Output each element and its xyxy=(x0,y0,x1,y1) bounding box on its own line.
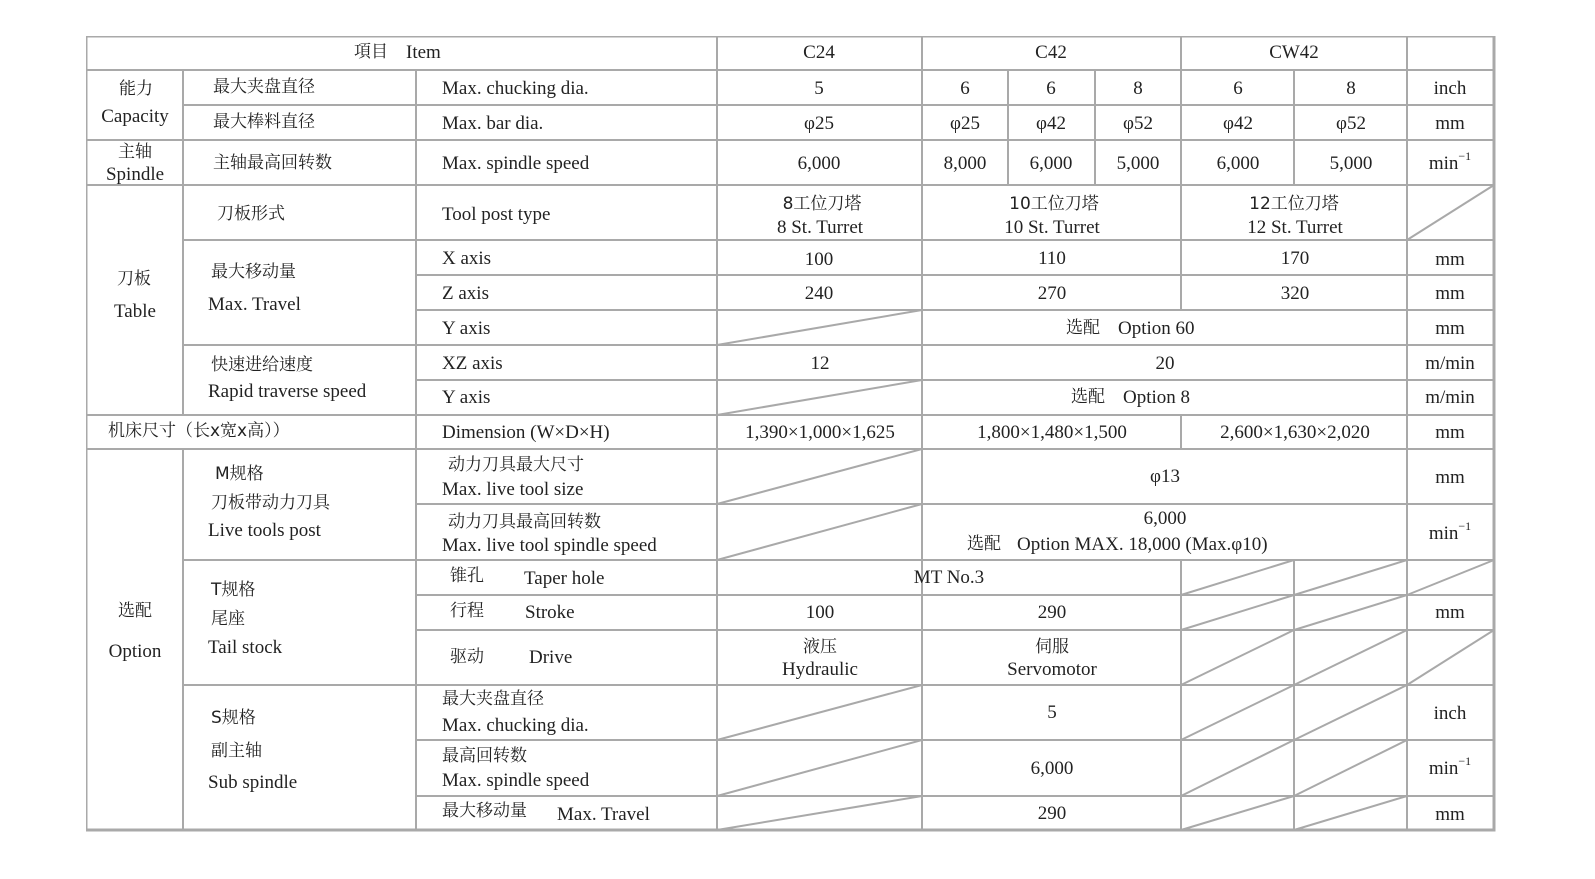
z-axis-c42: 270 xyxy=(1037,283,1067,304)
spindle-group-zh: 主轴 xyxy=(118,142,152,162)
tail-stock-label-zh: 尾座 xyxy=(211,609,245,629)
spindle-value-cw42-b: 5,000 xyxy=(1329,153,1373,174)
chuck-label-zh: 最大夹盘直径 xyxy=(213,77,315,97)
sub-travel-unit: mm xyxy=(1435,804,1465,825)
sub-travel-zh: 最大移动量 xyxy=(442,801,527,821)
y-axis-option-en: Option 60 xyxy=(1118,318,1195,339)
sub-chuck-unit: inch xyxy=(1433,703,1467,724)
toolpost-label-zh: 刀板形式 xyxy=(217,204,285,224)
live-tool-size-en: Max. live tool size xyxy=(442,479,584,500)
toolpost-cw42-en: 12 St. Turret xyxy=(1247,217,1343,238)
rapid-label-en: Rapid traverse speed xyxy=(208,381,367,402)
toolpost-c42-zh: 10工位刀塔 xyxy=(1009,194,1099,214)
z-axis-c24: 240 xyxy=(804,283,834,304)
taper-hole-en: Taper hole xyxy=(524,568,605,589)
chuck-value-cw42-b: 8 xyxy=(1346,78,1356,99)
spindle-unit: $\min^{-1}$ xyxy=(1428,148,1472,174)
drive-en: Drive xyxy=(529,647,573,668)
spindle-label-zh: 主轴最高回转数 xyxy=(213,153,332,173)
drive-c42-en: Servomotor xyxy=(1007,659,1097,680)
bar-value-c42-c: φ52 xyxy=(1123,113,1153,134)
y-axis-unit: mm xyxy=(1435,318,1465,339)
live-tool-speed-en: Max. live tool spindle speed xyxy=(442,535,657,556)
rapid-label-zh: 快速进给速度 xyxy=(211,355,313,375)
x-axis-label: X axis xyxy=(442,248,492,269)
sub-travel-value: 290 xyxy=(1037,803,1067,824)
xz-axis-unit: m/min xyxy=(1425,353,1475,374)
xz-axis-c42-cw42: 20 xyxy=(1155,353,1175,374)
sub-spindle-label-zh: 副主轴 xyxy=(211,741,262,761)
header-model-c24: C24 xyxy=(803,42,835,63)
sub-speed-zh: 最高回转数 xyxy=(442,746,527,766)
stroke-unit: mm xyxy=(1435,602,1465,623)
rapid-y-option-zh: 选配 xyxy=(1071,387,1105,407)
live-tool-speed-option-zh: 选配 xyxy=(967,534,1001,554)
capacity-group-zh: 能力 xyxy=(119,79,153,99)
live-tools-spec: M规格 xyxy=(215,464,264,484)
stroke-zh: 行程 xyxy=(450,601,484,621)
header-item-en: Item xyxy=(406,42,441,63)
bar-unit: mm xyxy=(1435,113,1465,134)
travel-label-zh: 最大移动量 xyxy=(211,262,296,282)
live-tool-speed-value: 6,000 xyxy=(1143,508,1187,529)
spec-table xyxy=(86,36,1496,832)
spindle-group-en: Spindle xyxy=(105,164,165,185)
sub-chuck-en: Max. chucking dia. xyxy=(442,715,589,736)
travel-label-en: Max. Travel xyxy=(208,294,301,315)
bar-value-cw42-b: φ52 xyxy=(1336,113,1366,134)
capacity-group-en: Capacity xyxy=(101,106,169,127)
toolpost-c24-en: 8 St. Turret xyxy=(776,217,864,238)
sub-chuck-value: 5 xyxy=(1047,702,1057,723)
header-item-zh: 項目 xyxy=(354,42,388,62)
live-tool-speed-option-en: Option MAX. 18,000 (Max.φ10) xyxy=(1017,534,1268,555)
dimension-label-en: Dimension (W×D×H) xyxy=(442,422,610,443)
dimension-cw42: 2,600×1,630×2,020 xyxy=(1220,422,1370,443)
toolpost-c42-en: 10 St. Turret xyxy=(1004,217,1100,238)
toolpost-c24-zh: 8工位刀塔 xyxy=(782,194,862,214)
tail-stock-spec: T规格 xyxy=(211,580,256,600)
stroke-c24: 100 xyxy=(805,602,835,623)
chuck-value-c24: 5 xyxy=(814,78,824,99)
chuck-value-c42-b: 6 xyxy=(1046,78,1056,99)
sub-speed-en: Max. spindle speed xyxy=(442,770,590,791)
xz-axis-label: XZ axis xyxy=(442,353,503,374)
table-group-zh: 刀板 xyxy=(117,269,151,289)
dimension-c24: 1,390×1,000×1,625 xyxy=(745,422,895,443)
sub-spindle-spec: S规格 xyxy=(211,708,256,728)
rapid-y-option-en: Option 8 xyxy=(1123,387,1191,408)
tail-stock-label-en: Tail stock xyxy=(208,637,283,658)
sub-speed-unit: $\min^{-1}$ xyxy=(1428,753,1472,779)
bar-value-c42-b: φ42 xyxy=(1036,113,1066,134)
chuck-label-en: Max. chucking dia. xyxy=(442,78,589,99)
toolpost-cw42-zh: 12工位刀塔 xyxy=(1249,194,1339,214)
live-tools-label-en: Live tools post xyxy=(208,520,321,541)
z-axis-cw42: 320 xyxy=(1280,283,1310,304)
dimension-unit: mm xyxy=(1435,422,1465,443)
x-axis-c24: 100 xyxy=(804,249,834,270)
z-axis-label: Z axis xyxy=(442,283,489,304)
x-axis-unit: mm xyxy=(1435,249,1465,270)
live-tool-size-zh: 动力刀具最大尺寸 xyxy=(448,455,584,475)
drive-c24-zh: 液压 xyxy=(803,637,837,657)
chuck-value-c42-c: 8 xyxy=(1133,78,1143,99)
spindle-value-cw42-a: 6,000 xyxy=(1216,153,1260,174)
spindle-value-c42-b: 6,000 xyxy=(1029,153,1073,174)
dimension-label-zh: 机床尺寸（长x宽x高）） xyxy=(108,421,290,441)
spindle-value-c24: 6,000 xyxy=(797,153,841,174)
spindle-label-en: Max. spindle speed xyxy=(442,153,590,174)
chuck-value-c42-a: 6 xyxy=(960,78,970,99)
bar-value-c24: φ25 xyxy=(804,113,834,134)
z-axis-unit: mm xyxy=(1435,283,1465,304)
dimension-c42: 1,800×1,480×1,500 xyxy=(977,422,1127,443)
stroke-c42: 290 xyxy=(1037,602,1067,623)
option-group-en: Option xyxy=(108,641,162,662)
header-model-c42: C42 xyxy=(1035,42,1067,63)
table-group-en: Table xyxy=(114,301,156,322)
y-axis-option-zh: 选配 xyxy=(1066,318,1100,338)
chuck-unit: inch xyxy=(1433,78,1467,99)
drive-c24-en: Hydraulic xyxy=(782,659,858,680)
y-axis-label: Y axis xyxy=(442,318,491,339)
header-model-cw42: CW42 xyxy=(1269,42,1319,63)
sub-spindle-label-en: Sub spindle xyxy=(208,772,298,793)
sub-travel-en: Max. Travel xyxy=(557,804,650,825)
drive-c42-zh: 伺服 xyxy=(1035,637,1069,657)
spindle-value-c42-a: 8,000 xyxy=(943,153,987,174)
stroke-en: Stroke xyxy=(525,602,575,623)
sub-chuck-zh: 最大夹盘直径 xyxy=(442,689,544,709)
toolpost-label-en: Tool post type xyxy=(442,204,551,225)
bar-label-zh: 最大棒料直径 xyxy=(213,112,315,132)
live-tool-speed-zh: 动力刀具最高回转数 xyxy=(448,512,601,532)
taper-hole-value: MT No.3 xyxy=(913,567,985,588)
option-group-zh: 选配 xyxy=(118,601,152,621)
x-axis-c42: 110 xyxy=(1038,248,1066,269)
rapid-y-axis-label: Y axis xyxy=(442,387,491,408)
chuck-value-cw42-a: 6 xyxy=(1233,78,1243,99)
bar-label-en: Max. bar dia. xyxy=(442,113,544,134)
live-tool-speed-unit: $\min^{-1}$ xyxy=(1428,518,1472,544)
live-tool-size-unit: mm xyxy=(1435,467,1465,488)
bar-value-cw42-a: φ42 xyxy=(1223,113,1253,134)
x-axis-cw42: 170 xyxy=(1280,248,1310,269)
rapid-y-unit: m/min xyxy=(1425,387,1475,408)
sub-speed-value: 6,000 xyxy=(1030,758,1074,779)
live-tool-size-value: φ13 xyxy=(1150,466,1180,487)
live-tools-label-zh: 刀板带动力刀具 xyxy=(211,493,330,513)
spindle-value-c42-c: 5,000 xyxy=(1116,153,1160,174)
taper-hole-zh: 锥孔 xyxy=(450,566,484,586)
xz-axis-c24: 12 xyxy=(810,353,830,374)
bar-value-c42-a: φ25 xyxy=(950,113,980,134)
drive-zh: 驱动 xyxy=(450,647,484,667)
